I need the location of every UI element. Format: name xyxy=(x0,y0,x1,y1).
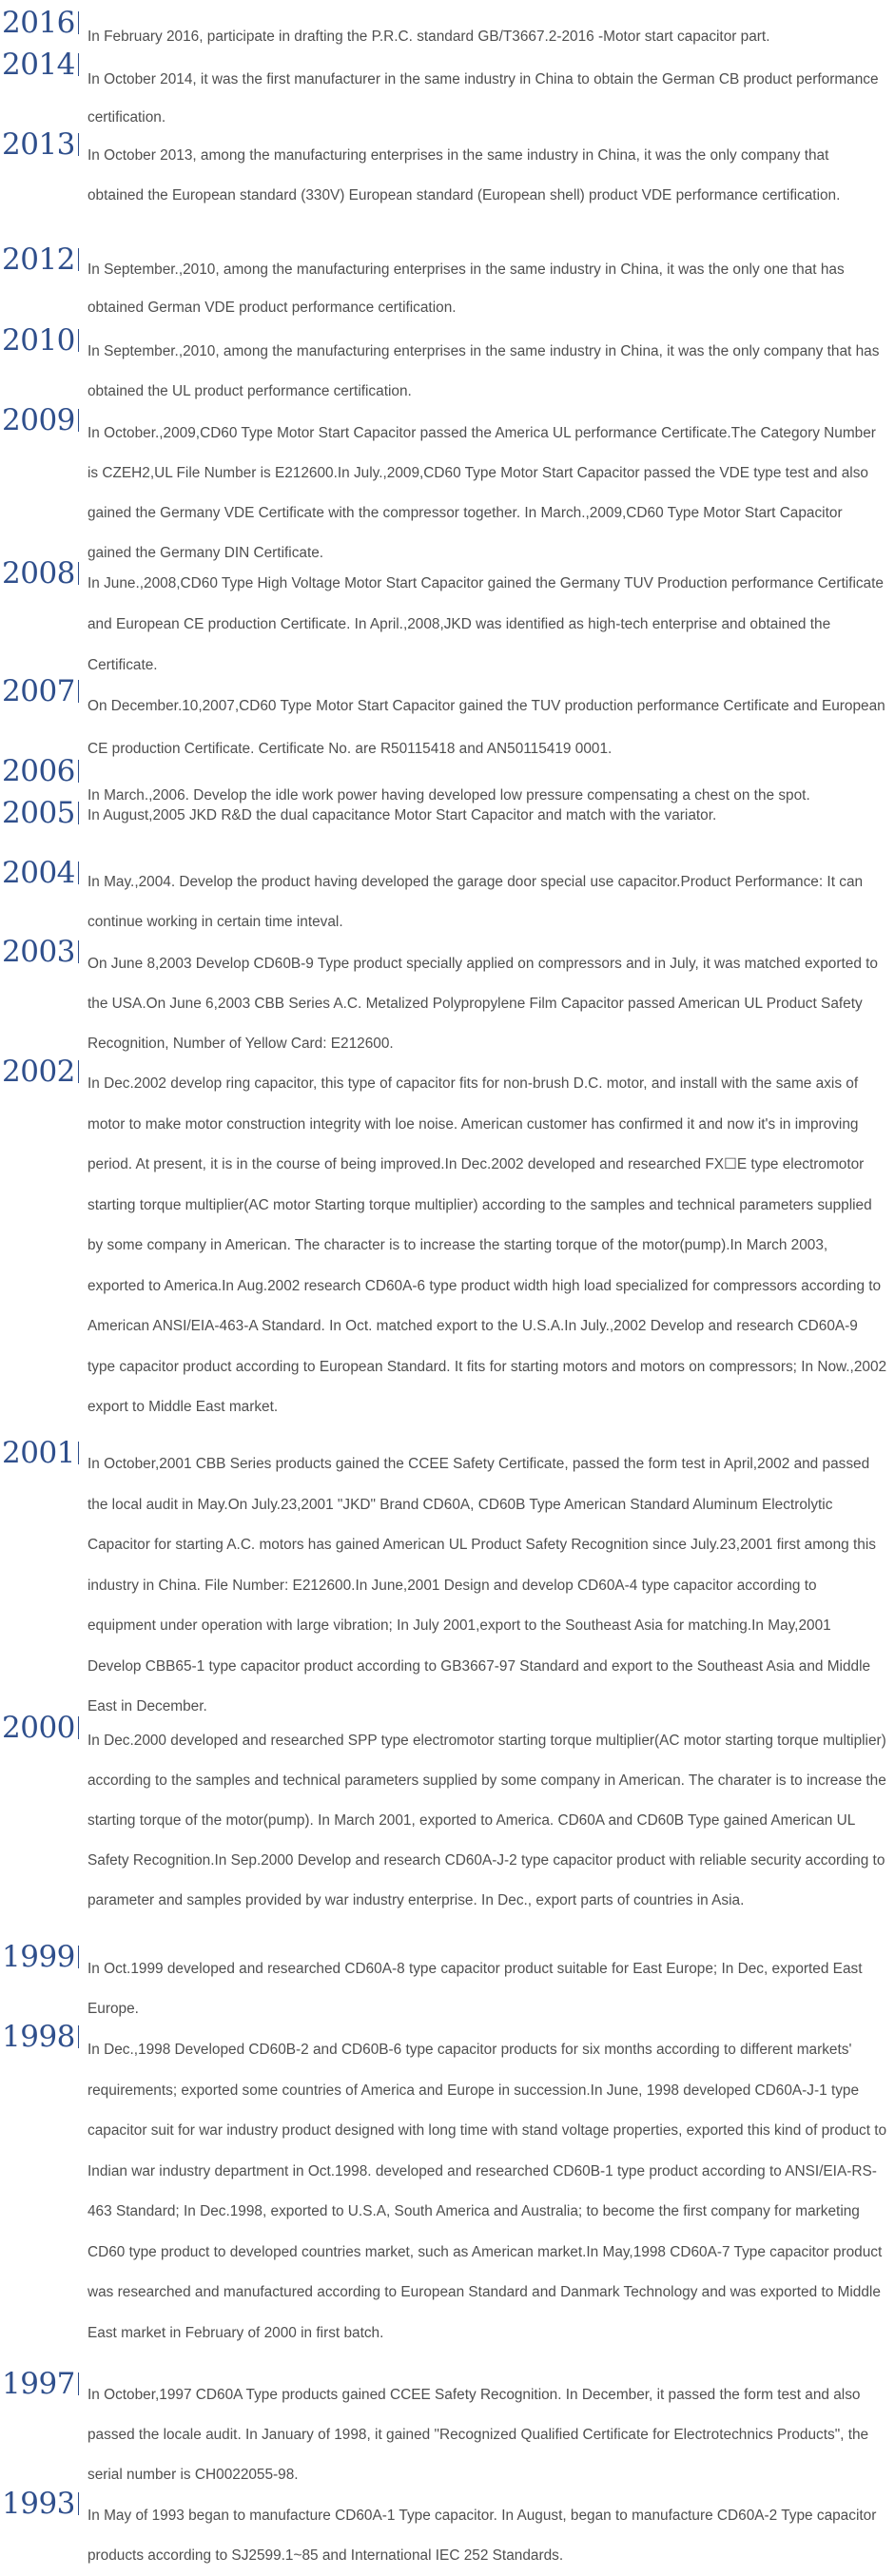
timeline-year: 2004 xyxy=(2,856,75,890)
timeline-year: 2016 xyxy=(2,6,75,40)
timeline-text: In October,2001 CBB Series products gained the CCEE Safety Certificate, passed the form test in April,2002 and passed the local audit in May.On July.23,2001 "JKD" Brand CD60A, CD60B Type American Standard Aluminum Electrolytic Capacitor for starting A.C. motors has gained American UL Product Safety Recognition since July.23,2001 first among this industry in China. File Number: E212600.In June,2001 Design and develop CD60A-4 type capacitor according to equipment under operation with large vibration; In July 2001,export to the Southeast Asia for matching.In May,2001 Develop CBB65-1 type capacitor product according to GB3667-97 Standard and export to the Southeast Asia and Middle East in December. xyxy=(88,1456,876,1714)
timeline-divider xyxy=(78,409,79,432)
timeline-text: In June.,2008,CD60 Type High Voltage Motor Start Capacitor gained the Germany TUV Production performance Certificate and European CE production Certificate. In April.,2008,JKD was identified as high-tech enterprise and obtained the Certificate. xyxy=(88,575,884,673)
timeline-year: 2006 xyxy=(2,754,75,788)
timeline-year: 2002 xyxy=(2,1055,75,1089)
timeline-text: In August,2005 JKD R&D the dual capacitance Motor Start Capacitor and match with the variator. xyxy=(88,807,717,823)
timeline-year: 2000 xyxy=(2,1711,75,1745)
timeline-year: 2003 xyxy=(2,935,75,969)
timeline-text: In September.,2010, among the manufacturing enterprises in the same industry in China, it was the only company that has obtained the UL product performance certification. xyxy=(88,343,880,399)
timeline-divider xyxy=(78,248,79,271)
timeline-year: 2012 xyxy=(2,242,75,277)
timeline-text: In Dec.2000 developed and researched SPP type electromotor starting torque multiplier(AC motor starting torque multiplier) according to the samples and technical parameters supplied by some company in American. The charater is to increase the starting torque of the motor(pump). In March 2001, exported to America. CD60A and CD60B Type gained American UL Safety Recognition.In Sep.2000 Develop and research CD60A-J-2 type capacitor product with reliable security according to parameter and samples provided by war industry enterprise. In Dec., export parts of countries in Asia. xyxy=(88,1733,886,1908)
timeline-text: In May of 1993 began to manufacture CD60A-1 Type capacitor. In August, began to manufacture CD60A-2 Type capacitor products according to SJ2599.1~85 and International IEC 252 Standards. xyxy=(88,2508,877,2564)
timeline-divider xyxy=(78,329,79,352)
timeline-divider xyxy=(78,2025,79,2048)
timeline-text: In October,1997 CD60A Type products gained CCEE Safety Recognition. In December, it passed the form test and also passed the locale audit. In January of 1998, it gained "Recognized Qualified Certificate for Electrotechnics Products", the serial number is CH0022055-98. xyxy=(88,2387,869,2483)
timeline-divider xyxy=(78,760,79,783)
timeline-divider xyxy=(78,1060,79,1083)
timeline-year: 2014 xyxy=(2,48,75,82)
timeline-text: In May.,2004. Develop the product having developed the garage door special use capacitor.Product Performance: It can continue working in certain time inteval. xyxy=(88,874,864,930)
timeline-divider xyxy=(78,11,79,34)
timeline-year: 1993 xyxy=(2,2487,75,2521)
timeline-text: In October 2013, among the manufacturing enterprises in the same industry in China, it was the only company that obtained the European standard (330V) European standard (European shell) product VDE performance certification. xyxy=(88,147,841,203)
timeline-text: On June 8,2003 Develop CD60B-9 Type product specially applied on compressors and in July, it was matched exported to the USA.On June 6,2003 CBB Series A.C. Metalized Polypropylene Film Capacitor passed American UL Product Safety Recognition, Number of Yellow Card: E212600. xyxy=(88,956,878,1052)
timeline-divider xyxy=(78,680,79,703)
timeline-divider xyxy=(78,562,79,585)
timeline-text: In September.,2010, among the manufacturing enterprises in the same industry in China, it was the only one that has obtained German VDE product performance certification. xyxy=(88,261,845,316)
timeline-divider xyxy=(78,2373,79,2395)
timeline-divider xyxy=(78,133,79,156)
timeline-year: 1999 xyxy=(2,1940,75,1974)
timeline-divider xyxy=(78,862,79,884)
timeline-year: 1997 xyxy=(2,2367,75,2401)
timeline-year: 1998 xyxy=(2,2020,75,2054)
timeline-text: In February 2016, participate in drafting the P.R.C. standard GB/T3667.2-2016 -Motor start capacitor part. xyxy=(88,29,770,45)
timeline-text: In Oct.1999 developed and researched CD60A-8 type capacitor product suitable for East Europe; In Dec, exported East Europe. xyxy=(88,1961,863,2017)
timeline-divider xyxy=(78,802,79,824)
timeline-year: 2001 xyxy=(2,1436,75,1470)
timeline-divider xyxy=(78,940,79,963)
timeline-divider xyxy=(78,2492,79,2515)
timeline-divider xyxy=(78,1946,79,1968)
timeline-year: 2013 xyxy=(2,127,75,162)
timeline-divider xyxy=(78,53,79,76)
timeline-text: In March.,2006. Develop the idle work power having developed low pressure compensating a chest on the spot. xyxy=(88,787,810,804)
timeline-year: 2008 xyxy=(2,556,75,591)
timeline-divider xyxy=(78,1716,79,1739)
timeline-text: In October.,2009,CD60 Type Motor Start Capacitor passed the America UL performance Certificate.The Category Number is CZEH2,UL File Number is E212600.In July.,2009,CD60 Type Motor Start Capacitor passed the VDE type test and also gained the Germany VDE Certificate with the compressor together. In March.,2009,CD60 Type Motor Start Capacitor gained the Germany DIN Certificate. xyxy=(88,425,876,561)
timeline-text: In Dec.2002 develop ring capacitor, this type of capacitor fits for non-brush D.C. motor, and install with the same axis of motor to make motor construction integrity with loe noise. American customer has confirmed it and now it's in improving period. At present, it is in the course of being improved.In Dec.2002 developed and researched FX☐E type electromotor starting torque multiplier(AC motor Starting torque multiplier) according to the samples and technical parameters supplied by some company in American. The character is to increase the starting torque of the motor(pump).In March 2003, exported to America.In Aug.2002 research CD60A-6 type product width high load specialized for compressors according to American ANSI/EIA-463-A Standard. In Oct. matched export to the U.S.A.In July.,2002 Develop and research CD60A-9 type capacitor product according to European Standard. It fits for starting motors and motors on compressors; In Now.,2002 export to Middle East market. xyxy=(88,1075,887,1415)
timeline-divider xyxy=(78,1442,79,1464)
timeline-year: 2007 xyxy=(2,674,75,708)
timeline-text: In Dec.,1998 Developed CD60B-2 and CD60B-6 type capacitor products for six months according to different markets' requirements; exported some countries of America and Europe in succession.In June, 1998 developed CD60A-J-1 type capacitor suit for war industry product designed with long time with stand voltage properties, exported this kind of product to Indian war industry department in Oct.1998. developed and researched CD60B-1 type product according to ANSI/EIA-RS-463 Standard; In Dec.1998, exported to U.S.A, South America and Australia; to become the first company for marketing CD60 type product to developed countries market, such as American market.In May,1998 CD60A-7 Type capacitor product was researched and manufactured according to European Standard and Danmark Technology and was exported to Middle East market in February of 2000 in first batch. xyxy=(88,2042,887,2341)
timeline-year: 2010 xyxy=(2,323,75,358)
timeline-text: On December.10,2007,CD60 Type Motor Start Capacitor gained the TUV production performance Certificate and European CE production Certificate. Certificate No. are R50115418 and AN50115419 0001. xyxy=(88,698,885,757)
timeline-year: 2009 xyxy=(2,403,75,437)
timeline-year: 2005 xyxy=(2,796,75,830)
timeline-text: In October 2014, it was the first manufacturer in the same industry in China to obtain the German CB product performance certification. xyxy=(88,71,879,126)
